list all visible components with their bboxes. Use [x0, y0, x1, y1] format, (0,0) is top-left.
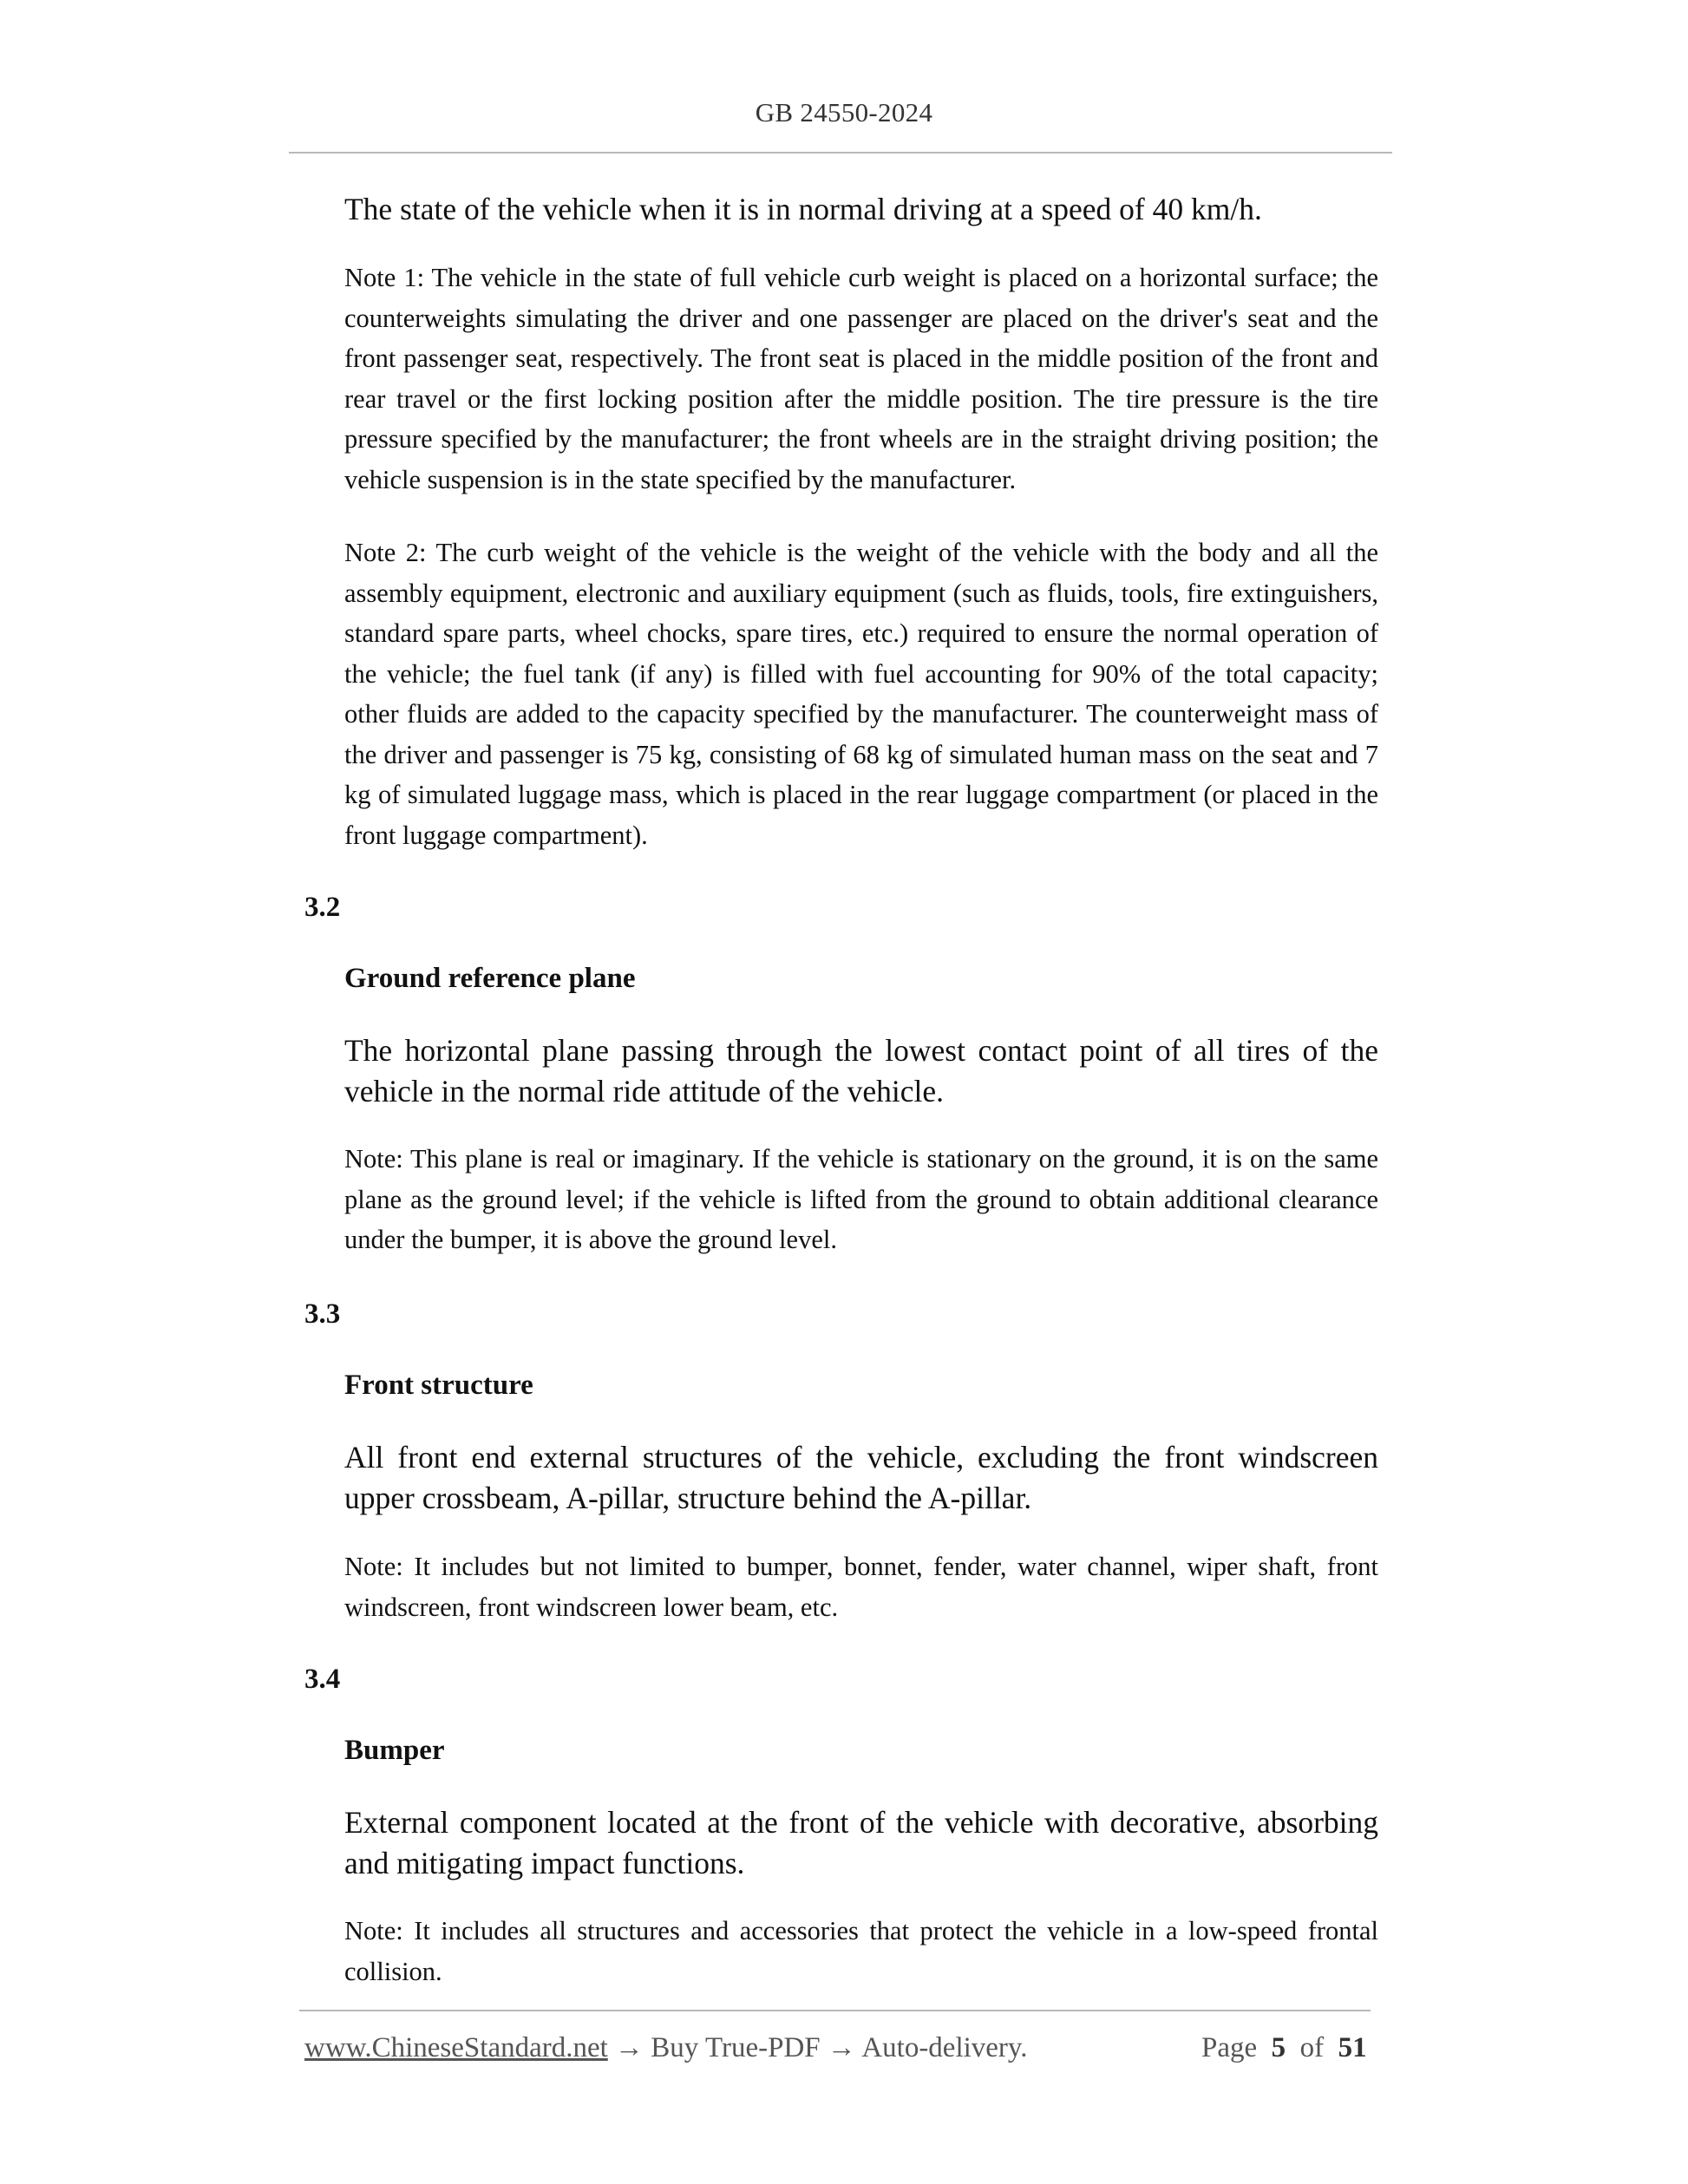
section-note: Note: This plane is real or imaginary. If the vehicle is stationary on the ground, it is on the same plane as the ground level; if the vehicle is lifted from the ground to obtain additional clearance under the bumper, it is above the ground level.	[344, 1144, 1378, 1254]
page-current: 5	[1271, 2032, 1286, 2063]
buy-text: Buy True-PDF	[651, 2032, 821, 2063]
page-total: 51	[1338, 2032, 1367, 2063]
note-1: Note 1: The vehicle in the state of full vehicle curb weight is placed on a horizontal surface; the counterweights simulating the driver and one passenger are placed on the driver's seat and the front passenger seat, respectively. The front seat is placed in the middle position of the front and rear travel or the first locking position after the middle position. The tire pressure is the tire pressure specified by the manufacturer; the front wheels are in the straight driving position; the vehicle suspension is in the state specified by the manufacturer.	[344, 263, 1378, 494]
section-definition: The horizontal plane passing through the lowest contact point of all tires of the vehicle in the normal ride attitude of the vehicle.	[344, 1033, 1378, 1108]
section-note: Note: It includes all structures and accessories that protect the vehicle in a low-speed frontal collision.	[344, 1916, 1378, 1986]
page-of-label: of	[1299, 2032, 1325, 2063]
section-term: Front structure	[344, 1370, 533, 1401]
intro-paragraph: The state of the vehicle when it is in normal driving at a speed of 40 km/h.	[344, 192, 1262, 226]
arrow-right-icon: →	[615, 2032, 644, 2063]
section-term: Bumper	[344, 1735, 445, 1766]
section-number: 3.2	[304, 892, 341, 923]
page-label: Page	[1201, 2032, 1258, 2063]
document-header-title: GB 24550-2024	[755, 97, 933, 128]
section-note: Note: It includes but not limited to bumper, bonnet, fender, water channel, wiper shaft, front windscreen, front windscreen lower beam, etc.	[344, 1552, 1378, 1622]
section-definition: External component located at the front of the vehicle with decorative, absorbing and mitigating impact functions.	[344, 1805, 1378, 1880]
section-number: 3.3	[304, 1298, 341, 1330]
header-divider	[289, 152, 1392, 154]
delivery-text: Auto-delivery.	[861, 2032, 1028, 2063]
arrow-right-icon: →	[827, 2032, 856, 2063]
footer-divider	[299, 2010, 1371, 2011]
section-definition: All front end external structures of the vehicle, excluding the front windscreen upper crossbeam, A-pillar, structure behind the A-pillar.	[344, 1440, 1378, 1515]
section-number: 3.4	[304, 1664, 341, 1695]
footer-promo	[304, 2032, 1028, 2064]
page-indicator	[1201, 2032, 1367, 2064]
site-link[interactable]: www.ChineseStandard.net	[304, 2032, 608, 2063]
note-2: Note 2: The curb weight of the vehicle is the weight of the vehicle with the body and all the assembly equipment, electronic and auxiliary equipment (such as fluids, tools, fire extinguishers, standard spare parts, wheel chocks, spare tires, etc.) required to ensure the normal operation of the vehicle; the fuel tank (if any) is filled with fuel accounting for 90% of the total capacity; other fluids are added to the capacity specified by the manufacturer. The counterweight mass of the driver and passenger is 75 kg, consisting of 68 kg of simulated human mass on the seat and 7 kg of simulated luggage mass, which is placed in the rear luggage compartment (or placed in the front luggage compartment).	[344, 538, 1378, 850]
section-term: Ground reference plane	[344, 963, 636, 994]
